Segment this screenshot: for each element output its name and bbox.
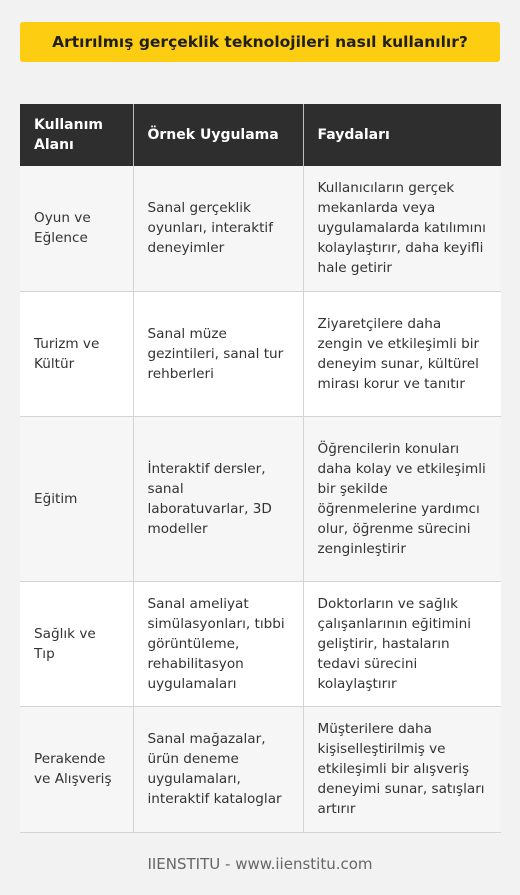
footer-credit: IIENSTITU - www.iienstitu.com: [147, 855, 373, 873]
table-row: [20, 581, 501, 706]
header-usage-area: Kullanım Alanı: [20, 104, 133, 166]
cell-benefits: Ziyaretçilere daha zengin ve etkileşimli bir deneyim sunar, kültürel mirası korur ve tanıtır: [303, 291, 501, 416]
cell-usage-area: Perakende ve Alışveriş: [20, 706, 133, 832]
cell-benefits: Müşterilere daha kişiselleştirilmiş ve etkileşimli bir alışveriş deneyimi sunar, satışları artırır: [303, 706, 501, 832]
cell-benefits: Öğrencilerin konuları daha kolay ve etkileşimli bir şekilde öğrenmelerine yardımcı olur, öğrenme sürecini zenginleştirir: [303, 416, 501, 581]
table-row: [20, 416, 501, 581]
header-benefits: Faydaları: [303, 104, 501, 166]
cell-example-app: İnteraktif dersler, sanal laboratuvarlar, 3D modeller: [133, 416, 303, 581]
cell-benefits: Doktorların ve sağlık çalışanlarının eğitimini geliştirir, hastaların tedavi sürecini kolaylaştırır: [303, 581, 501, 706]
usage-table: [20, 104, 501, 833]
cell-usage-area: Oyun ve Eğlence: [20, 166, 133, 291]
cell-usage-area: Turizm ve Kültür: [20, 291, 133, 416]
table-row: [20, 166, 501, 291]
table-row: [20, 291, 501, 416]
cell-example-app: Sanal müze gezintileri, sanal tur rehberleri: [133, 291, 303, 416]
table-row: [20, 706, 501, 832]
cell-example-app: Sanal ameliyat simülasyonları, tıbbi görüntüleme, rehabilitasyon uygulamaları: [133, 581, 303, 706]
cell-example-app: Sanal mağazalar, ürün deneme uygulamaları, interaktif kataloglar: [133, 706, 303, 832]
page-title: Artırılmış gerçeklik teknolojileri nasıl kullanılır?: [52, 33, 468, 51]
cell-usage-area: Sağlık ve Tıp: [20, 581, 133, 706]
table-header-row: [20, 104, 501, 166]
cell-usage-area: Eğitim: [20, 416, 133, 581]
cell-example-app: Sanal gerçeklik oyunları, interaktif deneyimler: [133, 166, 303, 291]
cell-benefits: Kullanıcıların gerçek mekanlarda veya uygulamalarda katılımını kolaylaştırır, daha keyifli hale getirir: [303, 166, 501, 291]
header-example-app: Örnek Uygulama: [133, 104, 303, 166]
title-banner: [20, 22, 500, 62]
